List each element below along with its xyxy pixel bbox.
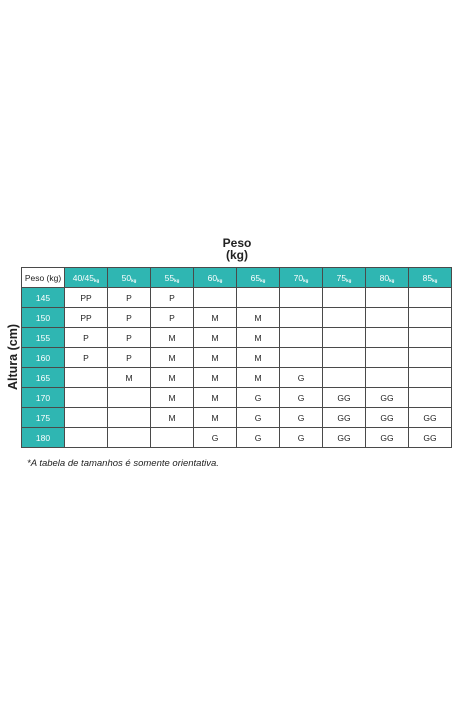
weight-value: 75	[336, 272, 347, 283]
weight-value: 60	[207, 272, 218, 283]
size-cell: M	[108, 368, 151, 388]
size-cell	[108, 408, 151, 428]
size-cell: M	[151, 408, 194, 428]
weight-value: 55	[164, 272, 175, 283]
size-cell	[409, 328, 452, 348]
size-cell: P	[65, 348, 108, 368]
size-chart-table	[21, 267, 452, 448]
size-cell	[65, 388, 108, 408]
size-cell: GG	[323, 388, 366, 408]
size-cell	[108, 388, 151, 408]
size-cell: GG	[409, 408, 452, 428]
size-table-body	[22, 288, 452, 448]
weight-header-5	[280, 268, 323, 288]
weight-header-4	[237, 268, 280, 288]
size-cell: G	[280, 428, 323, 448]
size-cell	[280, 288, 323, 308]
size-cell	[108, 428, 151, 448]
size-cell	[409, 368, 452, 388]
weight-header-2	[151, 268, 194, 288]
weight-unit: kg	[174, 277, 180, 283]
height-header: 155	[22, 328, 65, 348]
size-cell: M	[151, 368, 194, 388]
size-cell	[280, 328, 323, 348]
corner-label: Peso (kg)	[22, 268, 65, 288]
table-row	[22, 368, 452, 388]
size-cell: GG	[366, 388, 409, 408]
table-row	[22, 408, 452, 428]
size-cell: M	[194, 308, 237, 328]
peso-title-line1: Peso	[222, 236, 252, 250]
size-cell: G	[237, 408, 280, 428]
size-cell: G	[280, 408, 323, 428]
weight-value: 65	[250, 272, 261, 283]
size-cell	[366, 308, 409, 328]
size-cell	[65, 408, 108, 428]
size-cell: M	[237, 348, 280, 368]
height-header: 180	[22, 428, 65, 448]
weight-header-row	[22, 268, 452, 288]
table-row	[22, 428, 452, 448]
weight-unit: kg	[260, 277, 266, 283]
weight-header-1	[108, 268, 151, 288]
table-row	[22, 348, 452, 368]
weight-header-0	[65, 268, 108, 288]
size-cell	[323, 368, 366, 388]
height-header: 165	[22, 368, 65, 388]
size-cell: GG	[323, 428, 366, 448]
size-cell: P	[151, 288, 194, 308]
size-cell: GG	[366, 408, 409, 428]
size-cell	[194, 288, 237, 308]
size-cell: M	[194, 348, 237, 368]
peso-axis-title	[214, 237, 260, 261]
size-cell: M	[151, 328, 194, 348]
size-cell: GG	[366, 428, 409, 448]
size-cell	[323, 328, 366, 348]
weight-unit: kg	[346, 277, 352, 283]
weight-value: 80	[379, 272, 390, 283]
table-row	[22, 308, 452, 328]
size-cell: M	[194, 408, 237, 428]
size-cell: P	[65, 328, 108, 348]
weight-header-3	[194, 268, 237, 288]
size-cell: G	[194, 428, 237, 448]
size-cell	[409, 288, 452, 308]
size-cell: P	[108, 348, 151, 368]
size-cell	[237, 288, 280, 308]
size-cell: P	[151, 308, 194, 328]
size-cell: GG	[409, 428, 452, 448]
size-cell	[65, 368, 108, 388]
weight-unit: kg	[131, 277, 137, 283]
weight-value: 40/45	[72, 272, 94, 283]
size-cell: P	[108, 328, 151, 348]
size-cell: M	[194, 388, 237, 408]
size-cell	[323, 348, 366, 368]
size-cell: M	[194, 368, 237, 388]
weight-unit: kg	[303, 277, 309, 283]
height-header: 175	[22, 408, 65, 428]
size-cell	[366, 348, 409, 368]
size-cell	[65, 428, 108, 448]
size-cell: GG	[323, 408, 366, 428]
weight-header-8	[409, 268, 452, 288]
size-cell: P	[108, 308, 151, 328]
size-cell: PP	[65, 308, 108, 328]
table-row	[22, 328, 452, 348]
height-header: 150	[22, 308, 65, 328]
weight-value: 50	[121, 272, 132, 283]
size-cell: G	[237, 388, 280, 408]
height-header: 145	[22, 288, 65, 308]
weight-header-7	[366, 268, 409, 288]
size-cell	[409, 308, 452, 328]
weight-value: 70	[293, 272, 304, 283]
size-cell	[280, 348, 323, 368]
weight-unit: kg	[432, 277, 438, 283]
size-cell	[323, 308, 366, 328]
size-cell: M	[151, 348, 194, 368]
size-cell: M	[237, 308, 280, 328]
table-row	[22, 288, 452, 308]
size-cell: P	[108, 288, 151, 308]
size-cell	[366, 368, 409, 388]
size-cell	[366, 328, 409, 348]
size-cell: M	[194, 328, 237, 348]
size-cell	[409, 348, 452, 368]
size-cell	[409, 388, 452, 408]
weight-value: 85	[422, 272, 433, 283]
size-cell: G	[280, 388, 323, 408]
weight-unit: kg	[217, 277, 223, 283]
size-cell: M	[237, 328, 280, 348]
weight-header-6	[323, 268, 366, 288]
size-cell: M	[151, 388, 194, 408]
weight-unit: kg	[389, 277, 395, 283]
size-cell	[280, 308, 323, 328]
altura-axis-title: Altura (cm)	[6, 324, 20, 390]
table-row	[22, 388, 452, 408]
peso-title-line2: (kg)	[226, 248, 248, 262]
size-cell: M	[237, 368, 280, 388]
size-cell	[151, 428, 194, 448]
size-cell: PP	[65, 288, 108, 308]
size-cell: G	[280, 368, 323, 388]
size-cell: G	[237, 428, 280, 448]
height-header: 160	[22, 348, 65, 368]
size-cell	[323, 288, 366, 308]
height-header: 170	[22, 388, 65, 408]
disclaimer-note: *A tabela de tamanhos é somente orientativa.	[27, 458, 219, 469]
size-cell	[366, 288, 409, 308]
weight-unit: kg	[94, 277, 100, 283]
